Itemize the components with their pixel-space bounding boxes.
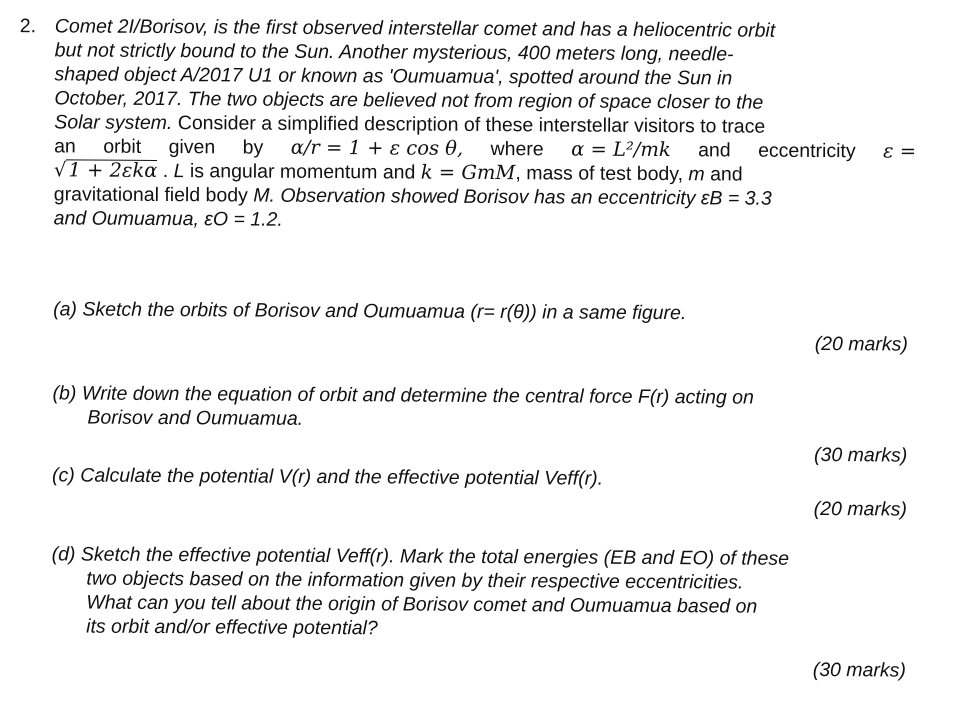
part-c-marks: (20 marks) (813, 497, 907, 521)
part-d: (d) Sketch the effective potential Veff(r). Mark the total energies (EB and EO) of these two objects based on the information given by their respective eccentricities. What can you tell about the origin of Borisov comet and Oumuamua based on its orbit and/or effective potential? (51, 543, 790, 640)
stem-line-4: October, 2017. The two objects are believed not from region of space closer to the (54, 87, 764, 114)
orbit-equation: α/r = 1 + ε cos θ, (290, 135, 464, 160)
stem-line-1: Comet 2I/Borisov, is the first observed interstellar comet and has a heliocentric orbit (54, 15, 776, 42)
stem-line-2: but not strictly bound to the Sun. Another mysterious, 400 meters long, needle- (54, 39, 734, 66)
part-d-marks: (30 marks) (812, 658, 906, 682)
part-b-marks: (30 marks) (813, 443, 908, 467)
alpha-definition: α = L²/mk (571, 137, 671, 162)
stem-line-3: shaped object A/2017 U1 or known as 'Oumuamua', spotted around the Sun in (54, 63, 733, 90)
stem-line-6: an orbit given by α/r = 1 + ε cos θ, where α = L²/mk and eccentricity ε = (54, 135, 917, 163)
part-a: (a) Sketch the orbits of Borisov and Oumuamua (r= r(θ)) in a same figure. (53, 298, 687, 325)
question-stem (54, 14, 917, 235)
part-b: (b) Write down the equation of orbit and determine the central force F(r) acting on Borisov and Oumuamua. (52, 382, 754, 430)
stem-line-7: √1 + 2εkα . L is angular momentum and k = GmM, mass of test body, m and (53, 158, 743, 186)
part-a-marks: (20 marks) (814, 332, 908, 356)
eccentricity-sqrt: 1 + 2εkα (68, 158, 158, 182)
stem-line-8: gravitational field body M. Observation showed Borisov has an eccentricity εB = 3.3 (53, 183, 772, 210)
stem-line-9: and Oumuamua, εO = 1.2. (53, 207, 283, 231)
part-c: (c) Calculate the potential V(r) and the effective potential Veff(r). (52, 464, 604, 490)
stem-line-5: Solar system. Consider a simplified description of these interstellar visitors to trace (54, 111, 766, 138)
question-number: 2. (19, 15, 37, 38)
